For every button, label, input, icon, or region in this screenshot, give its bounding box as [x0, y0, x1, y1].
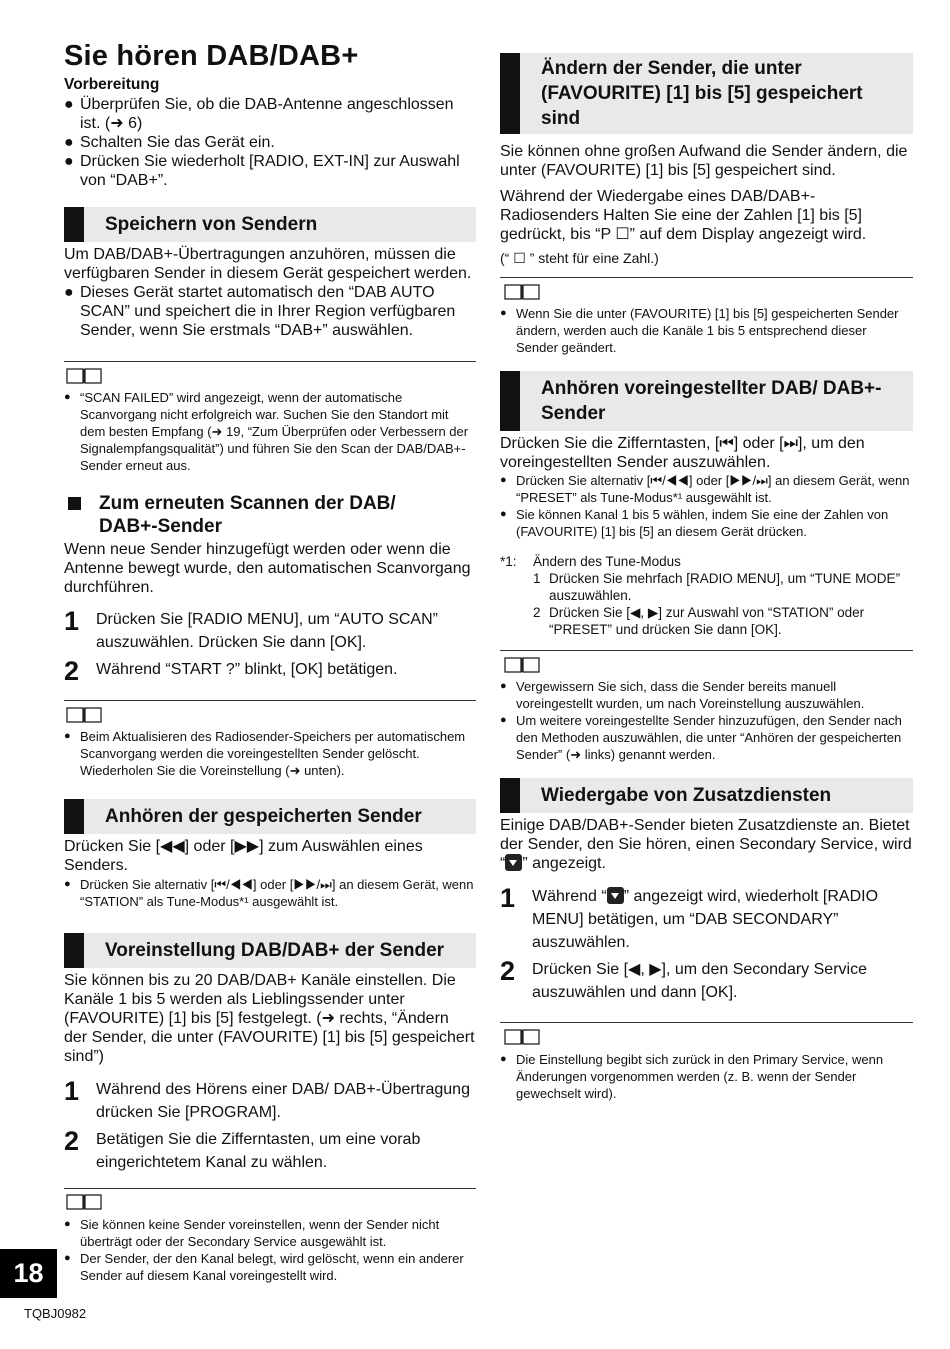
note-item: ● Sie können keine Sender voreinstellen, wenn der Sender nicht überträgt oder der Secondary Service ausgewählt ist. [64, 1217, 440, 1249]
note-list [64, 1216, 476, 1284]
preparation-list [64, 95, 476, 190]
list-item: ● Sie können Kanal 1 bis 5 wählen, indem Sie eine der Zahlen von (FAVOURITE) [1] bis [5] an diesem Gerät drücken. [500, 507, 889, 539]
step-list-preset [64, 1078, 476, 1174]
note-item: ● Beim Aktualisieren des Radiosender-Speichers per automatischem Scanvorgang werden die voreingestellten Sender gelöscht. Wiederholen Sie die Voreinstellung (➜ unten). [64, 729, 466, 778]
section-text: Während der Wiedergabe eines DAB/DAB+-Radiosenders Halten Sie eine der Zahlen [1] bis [5] gedrückt, bis “P ☐” auf dem Display angezeigt wird. [500, 188, 867, 243]
note-book-icon [66, 367, 102, 385]
note-list [500, 678, 913, 763]
subsection-text: Wenn neue Sender hinzugefügt werden oder wenn die Antenne bewegt wurde, den automatischen Scanvorgang durchführen. [64, 541, 471, 596]
note-book-icon [504, 656, 540, 674]
step-list-secondary [500, 885, 913, 1004]
step-list-rescan [64, 608, 476, 684]
list-item: ● Drücken Sie alternativ [⏮/◀◀] oder [▶▶/⏭] an diesem Gerät, wenn “STATION” als Tune-Modus*¹ ausgewählt ist. [64, 877, 474, 909]
footnote-step: 2 Drücken Sie [◀, ▶] zur Auswahl von “STATION” oder “PRESET” und drücken Sie dann [OK]. [533, 605, 865, 637]
page-number: 18 [0, 1249, 57, 1298]
section-text: Drücken Sie die Zifferntasten, [⏮] oder [⏭], um den voreingestellten Sender auszuwählen. [500, 435, 865, 471]
page-title: Sie hören DAB/DAB+ [64, 40, 359, 72]
divider [500, 277, 913, 278]
divider [64, 361, 476, 362]
section-text: Sie können ohne großen Aufwand die Sender ändern, die unter (FAVOURITE) [1] bis [5] gespeichert sind. [500, 143, 908, 179]
section-heading-voreingestellt: Anhören voreingestellter DAB/ DAB+-Sender [500, 371, 913, 431]
step-item: 1 Drücken Sie [RADIO MENU], um “AUTO SCAN” auszuwählen. Drücken Sie dann [OK]. [64, 606, 438, 651]
note-item: ● Die Einstellung begibt sich zurück in den Primary Service, wenn Änderungen vorgenommen werden (z. B. wenn der Sender gewechselt wird). [500, 1052, 884, 1101]
note-item: ● “SCAN FAILED” wird angezeigt, wenn der automatische Scanvorgang nicht erfolgreich war. Suchen Sie den Standort mit dem besten Empfang (➜ 19, “Zum Überprüfen oder Verbessern der Signalempfangsqualität”) und führen Sie den Scan der DAB/DAB+-Sender erneut aus. [64, 390, 469, 473]
note-book-icon [66, 706, 102, 724]
step-item: 1 Während “ ” angezeigt wird, wiederholt [RADIO MENU] betätigen, um “DAB SECONDARY” auszuwählen. [500, 883, 879, 951]
step-item: 1 Während des Hörens einer DAB/ DAB+-Übertragung drücken Sie [PROGRAM]. [64, 1076, 470, 1121]
preparation-heading: Vorbereitung [64, 76, 160, 93]
section-text: Um DAB/DAB+-Übertragungen anzuhören, müssen die verfügbaren Sender in diesem Gerät gespeichert werden. ● Dieses Gerät startet automatisch den “DAB AUTO SCAN” und speichert die in Ihrer Region verfügbaren Sender, wenn Sie erstmals “DAB+” auswählen. [64, 245, 476, 340]
section-text: Sie können bis zu 20 DAB/DAB+ Kanäle einstellen. Die Kanäle 1 bis 5 werden als Lieblingssender unter (FAVOURITE) [1] bis [5] festgelegt. (➜ rechts, “Ändern der Sender, die unter (FAVOURITE) [1] bis [5] gespeichert sind”) [64, 972, 475, 1065]
step-item: 2 Betätigen Sie die Zifferntasten, um eine vorab eingerichtetem Kanal zu wählen. [64, 1126, 421, 1171]
step-item: 2 Drücken Sie [◀, ▶], um den Secondary Service auszuwählen und dann [OK]. [500, 956, 867, 1001]
section-heading-zusatzdienste: Wiedergabe von Zusatzdiensten [500, 778, 913, 813]
note-item: ● Um weitere voreingestellte Sender hinzuzufügen, den Sender nach den Methoden auszuwählen, die unter “Anhören der gespeicherten Sender” (➜ links) genannt werden. [500, 713, 902, 762]
section-heading-favourite: Ändern der Sender, die unter (FAVOURITE) [1] bis [5] gespeichert sind [500, 53, 913, 134]
list-item: ● Dieses Gerät startet automatisch den “DAB AUTO SCAN” und speichert die in Ihrer Region verfügbaren Sender, wenn Sie erstmals “DAB+” auswählen. [64, 284, 456, 339]
list-item: ● Drücken Sie wiederholt [RADIO, EXT-IN] zur Auswahl von “DAB+”. [64, 153, 460, 189]
secondary-service-icon [505, 854, 522, 871]
note-book-icon [66, 1193, 102, 1211]
section-text: Einige DAB/DAB+-Sender bieten Zusatzdienste an. Bietet der Sender, den Sie hören, einen Secondary Service, wird “ ” angezeigt. [500, 817, 912, 872]
section-text: Drücken Sie [◀◀] oder [▶▶] zum Auswählen eines Senders. [64, 838, 423, 874]
note-item: ● Der Sender, der den Kanal belegt, wird gelöscht, wenn ein anderer Sender auf diesem Kanal voreingestellt wird. [64, 1251, 464, 1283]
divider [64, 1188, 476, 1189]
subsection-heading-rescan: Zum erneuten Scannen der DAB/ DAB+-Sender [64, 492, 476, 538]
divider [500, 650, 913, 651]
divider [500, 1022, 913, 1023]
note-item: ● Vergewissern Sie sich, dass die Sender bereits manuell voreingestellt wurden, um nach Voreinstellung auszuwählen. [500, 679, 865, 711]
divider [64, 700, 476, 701]
secondary-service-icon [607, 887, 624, 904]
document-code: TQBJ0982 [24, 1306, 87, 1321]
note-book-icon [504, 283, 540, 301]
step-item: 2 Während “START ?” blinkt, [OK] betätigen. [64, 656, 398, 686]
list-item: ● Überprüfen Sie, ob die DAB-Antenne angeschlossen ist. (➜ 6) [64, 96, 454, 132]
footnote-step: 1 Drücken Sie mehrfach [RADIO MENU], um “TUNE MODE” auszuwählen. [533, 571, 901, 603]
list-item: ● Schalten Sie das Gerät ein. [64, 134, 275, 151]
section-heading-speichern: Speichern von Sendern [64, 207, 476, 242]
section-heading-anhoeren: Anhören der gespeicherten Sender [64, 799, 476, 834]
list-item: ● Drücken Sie alternativ [⏮/◀◀] oder [▶▶/⏭] an diesem Gerät, wenn “PRESET” als Tune-Modus*¹ ausgewählt ist. [500, 473, 910, 505]
section-text: (“ ☐ ” steht für eine Zahl.) [500, 250, 659, 266]
note-item: ● Wenn Sie die unter (FAVOURITE) [1] bis [5] gespeicherten Sender ändern, werden auch die Kanäle 1 bis 5 entsprechend dieser Sender geändert. [500, 306, 899, 355]
footnote: *1: Ändern des Tune-Modus 1 Drücken Sie mehrfach [RADIO MENU], um “TUNE MODE” auszuwählen. 2 Drücken Sie [◀, ▶] zur Auswahl von “STATION” oder “PRESET” und drücken Sie dann [OK]. [500, 553, 913, 638]
note-book-icon [504, 1028, 540, 1046]
bullet-list [500, 472, 913, 540]
section-heading-voreinstellung: Voreinstellung DAB/DAB+ der Sender [64, 933, 476, 968]
